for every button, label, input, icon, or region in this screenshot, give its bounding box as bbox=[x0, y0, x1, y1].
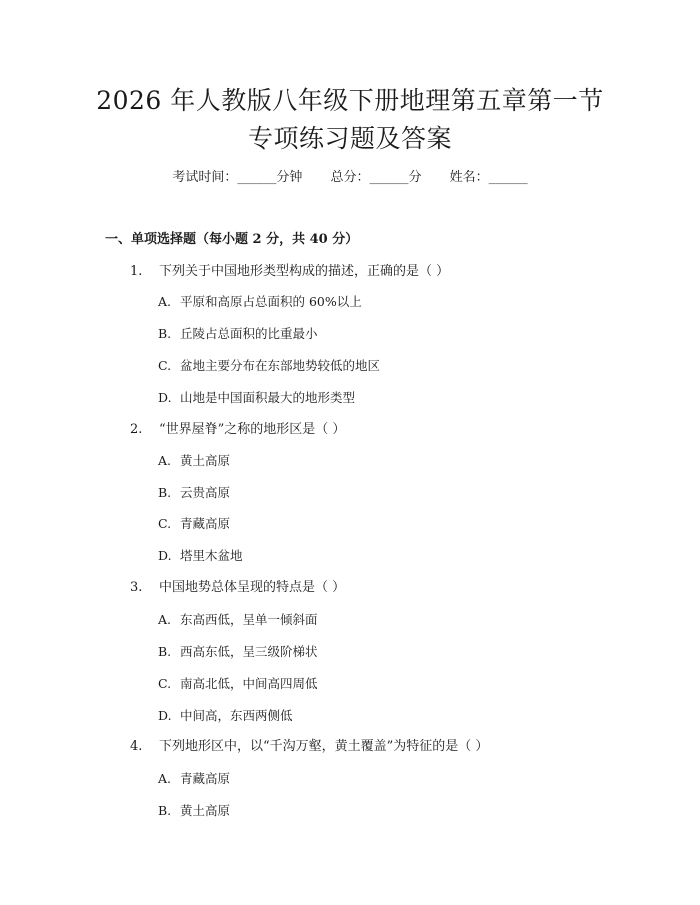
total-score-field: 总分：______分 bbox=[330, 170, 422, 185]
option-letter: A. bbox=[158, 453, 172, 468]
question-number: 3. bbox=[130, 580, 143, 595]
option-text: 中间高，东西两侧低 bbox=[180, 708, 293, 723]
option-letter: A. bbox=[158, 771, 172, 786]
option-letter: A. bbox=[158, 612, 172, 627]
option-2d bbox=[158, 547, 243, 565]
option-4b bbox=[158, 802, 230, 820]
option-2b bbox=[158, 484, 230, 502]
option-3a bbox=[158, 611, 318, 629]
option-3c bbox=[158, 675, 318, 693]
name-field: 姓名：______ bbox=[449, 170, 528, 185]
option-letter: C. bbox=[158, 358, 172, 373]
question-3 bbox=[130, 579, 345, 597]
option-1a bbox=[158, 293, 362, 311]
question-number: 1. bbox=[130, 264, 143, 279]
option-letter: D. bbox=[158, 548, 172, 563]
option-text: 黄土高原 bbox=[180, 453, 231, 468]
question-text: 下列关于中国地形类型构成的描述，正确的是（ ） bbox=[159, 264, 450, 279]
question-2 bbox=[130, 421, 345, 439]
option-text: 黄土高原 bbox=[180, 803, 231, 818]
option-1b bbox=[158, 325, 318, 343]
option-text: 盆地主要分布在东部地势较低的地区 bbox=[180, 358, 381, 373]
option-letter: C. bbox=[158, 676, 172, 691]
option-text: 东高西低，呈单一倾斜面 bbox=[180, 612, 318, 627]
question-text: “世界屋脊”之称的地形区是（ ） bbox=[159, 422, 346, 437]
option-letter: D. bbox=[158, 390, 172, 405]
section-heading: 一、单项选择题（每小题 2 分，共 40 分） bbox=[105, 232, 359, 247]
option-text: 青藏高原 bbox=[180, 516, 231, 531]
document-title-line2: 专项练习题及答案 bbox=[247, 124, 452, 153]
option-text: 云贵高原 bbox=[180, 485, 231, 500]
option-text: 丘陵占总面积的比重最小 bbox=[180, 326, 318, 341]
question-text: 下列地形区中，以“千沟万壑，黄土覆盖”为特征的是（ ） bbox=[159, 739, 489, 754]
option-4a bbox=[158, 770, 230, 788]
option-2a bbox=[158, 452, 230, 470]
option-letter: B. bbox=[158, 326, 172, 341]
question-number: 4. bbox=[130, 739, 143, 754]
question-number: 2. bbox=[130, 422, 143, 437]
option-letter: C. bbox=[158, 516, 172, 531]
option-letter: B. bbox=[158, 644, 172, 659]
option-text: 青藏高原 bbox=[180, 771, 231, 786]
option-letter: B. bbox=[158, 803, 172, 818]
option-text: 西高东低，呈三级阶梯状 bbox=[180, 644, 318, 659]
option-text: 南高北低，中间高四周低 bbox=[180, 676, 318, 691]
option-3d bbox=[158, 707, 293, 725]
option-text: 塔里木盆地 bbox=[180, 548, 243, 563]
option-2c bbox=[158, 515, 230, 533]
option-letter: A. bbox=[158, 294, 172, 309]
question-1 bbox=[130, 263, 449, 281]
question-text: 中国地势总体呈现的特点是（ ） bbox=[159, 580, 346, 595]
option-text: 平原和高原占总面积的 60%以上 bbox=[180, 294, 362, 309]
exam-info bbox=[0, 169, 700, 187]
question-4 bbox=[130, 738, 488, 756]
option-letter: B. bbox=[158, 485, 172, 500]
option-text: 山地是中国面积最大的地形类型 bbox=[180, 390, 356, 405]
option-3b bbox=[158, 643, 318, 661]
exam-time-field: 考试时间：______分钟 bbox=[172, 170, 303, 185]
option-1c bbox=[158, 357, 380, 375]
document-title-line1: 2026 年人教版八年级下册地理第五章第一节 bbox=[96, 86, 604, 115]
option-letter: D. bbox=[158, 708, 172, 723]
option-1d bbox=[158, 389, 355, 407]
